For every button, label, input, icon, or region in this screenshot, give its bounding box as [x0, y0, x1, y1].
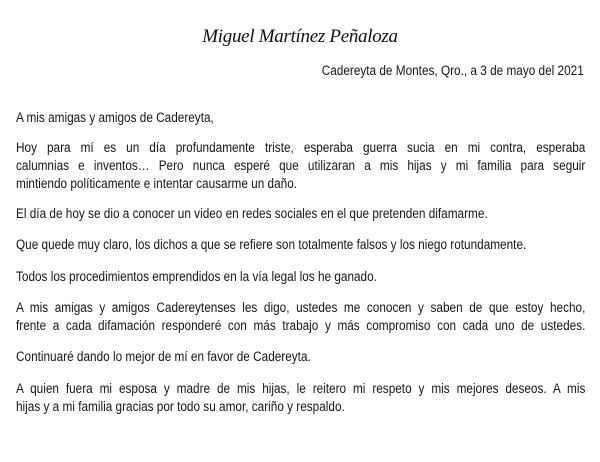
paragraph-line: frente a cada difamación responderé con más trabajo y más compromiso con cada uno de ustedes.: [16, 318, 586, 333]
paragraph-line: mintiendo políticamente e intentar causarme un daño.: [16, 176, 298, 191]
greeting: A mis amigas y amigos de Cadereyta,: [16, 110, 214, 125]
paragraph-line: calumnias e inventos… Pero nunca esperé que utilizaran a mis hijas y mi familia para seguir: [16, 158, 586, 173]
paragraph-line: Continuaré dando lo mejor de mí en favor de Cadereyta.: [16, 349, 311, 364]
paragraph-line: Que quede muy claro, los dichos a que se refiere son totalmente falsos y los niego rotundamente.: [16, 237, 527, 252]
paragraph-line: A mis amigas y amigos Cadereytenses les digo, ustedes me conocen y saben de que estoy hecho,: [16, 300, 586, 315]
letterhead-signature-name: Miguel Martínez Peñaloza: [202, 26, 398, 47]
paragraph-line: Hoy para mí es un día profundamente triste, esperaba guerra sucia en mi contra, esperaba: [16, 140, 586, 155]
paragraph-line: A quien fuera mi esposa y madre de mis hijas, le reitero mi respeto y mis mejores deseos. A mis: [16, 381, 586, 396]
paragraph-line: hijas y a mi familia gracias por todo su amor, cariño y respaldo.: [16, 399, 345, 414]
paragraph-line: Todos los procedimientos emprendidos en la vía legal los he ganado.: [16, 269, 377, 284]
date-line: Cadereyta de Montes, Qro., a 3 de mayo del 2021: [321, 63, 584, 78]
paragraph-line: El día de hoy se dio a conocer un video en redes sociales en el que pretenden difamarme.: [16, 206, 488, 221]
